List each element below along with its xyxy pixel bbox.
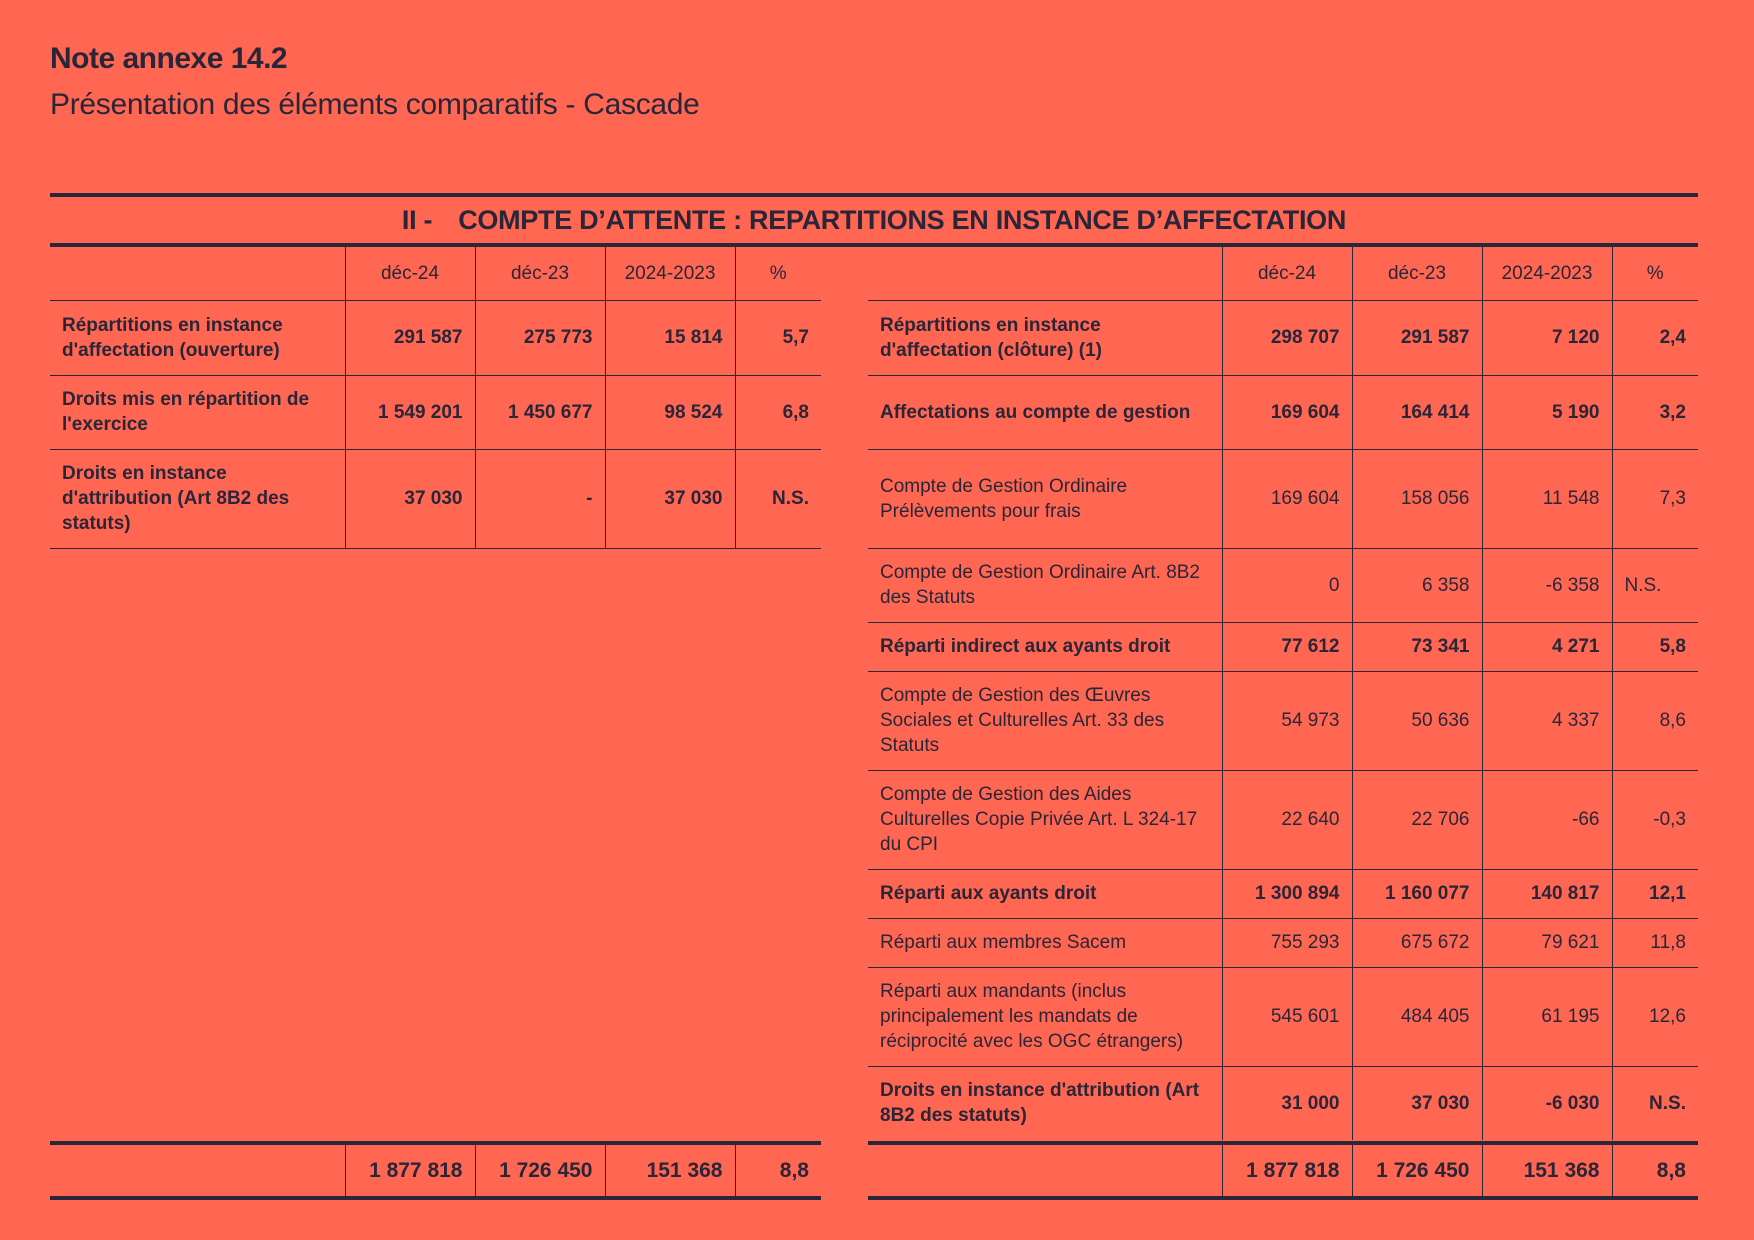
- right-header-row: [868, 247, 1698, 300]
- cell-dec24: 0: [1222, 548, 1352, 622]
- right-table: [868, 247, 1698, 1140]
- right-total-table: [868, 1141, 1698, 1200]
- table-row: [868, 869, 1698, 918]
- cell-dec23: 164 414: [1352, 375, 1482, 449]
- cell-dec23: 275 773: [475, 300, 605, 375]
- row-label: Droits en instance d'attribution (Art 8B2 des statuts): [50, 449, 345, 548]
- cell-pct: 6,8: [735, 375, 821, 449]
- cell-diff: -6 358: [1482, 548, 1612, 622]
- row-label: Répartitions en instance d'affectation (ouverture): [50, 300, 345, 375]
- row-label: Compte de Gestion des Aides Culturelles Copie Privée Art. L 324-17 du CPI: [868, 770, 1222, 869]
- cell-pct: 3,2: [1612, 375, 1698, 449]
- cell-dec23: 73 341: [1352, 622, 1482, 671]
- cell-dec24: 545 601: [1222, 967, 1352, 1066]
- left-col-header: %: [735, 247, 821, 300]
- table-row: [868, 671, 1698, 770]
- cell-diff: 11 548: [1482, 449, 1612, 548]
- cell-pct: 12,1: [1612, 869, 1698, 918]
- table-row: [50, 449, 821, 548]
- cell-dec24: 54 973: [1222, 671, 1352, 770]
- cell-pct: -0,3: [1612, 770, 1698, 869]
- total-dec24: 1 877 818: [1222, 1143, 1352, 1198]
- cell-diff: -6 030: [1482, 1066, 1612, 1140]
- table-row: [868, 300, 1698, 375]
- total-pct: 8,8: [1612, 1143, 1698, 1198]
- section-title: COMPTE D’ATTENTE : REPARTITIONS EN INSTANCE D’AFFECTATION: [458, 204, 1347, 235]
- table-row: [868, 622, 1698, 671]
- table-row: [868, 770, 1698, 869]
- total-dec24: 1 877 818: [345, 1143, 475, 1198]
- note-subtitle: Présentation des éléments comparatifs - Cascade: [50, 88, 700, 121]
- row-label: Réparti indirect aux ayants droit: [868, 622, 1222, 671]
- table-row: [868, 918, 1698, 967]
- left-header-label: [50, 247, 345, 300]
- row-label: Réparti aux ayants droit: [868, 869, 1222, 918]
- row-label: Compte de Gestion Ordinaire Prélèvements pour frais: [868, 449, 1222, 548]
- total-dec23: 1 726 450: [475, 1143, 605, 1198]
- cell-dec24: 755 293: [1222, 918, 1352, 967]
- cell-pct: 12,6: [1612, 967, 1698, 1066]
- row-label: Répartitions en instance d'affectation (clôture) (1): [868, 300, 1222, 375]
- cell-pct: 7,3: [1612, 449, 1698, 548]
- table-row: [50, 375, 821, 449]
- cell-pct: 11,8: [1612, 918, 1698, 967]
- cell-dec23: 37 030: [1352, 1066, 1482, 1140]
- cell-diff: 5 190: [1482, 375, 1612, 449]
- cell-dec24: 22 640: [1222, 770, 1352, 869]
- left-col-header: déc-23: [475, 247, 605, 300]
- cell-diff: 7 120: [1482, 300, 1612, 375]
- left-total-row: [50, 1143, 821, 1198]
- total-dec23: 1 726 450: [1352, 1143, 1482, 1198]
- cell-dec24: 291 587: [345, 300, 475, 375]
- cell-pct: 8,6: [1612, 671, 1698, 770]
- cell-dec24: 1 549 201: [345, 375, 475, 449]
- cell-dec24: 77 612: [1222, 622, 1352, 671]
- cell-dec24: 1 300 894: [1222, 869, 1352, 918]
- right-col-header: déc-23: [1352, 247, 1482, 300]
- left-total-table: [50, 1141, 821, 1200]
- cell-dec23: 1 450 677: [475, 375, 605, 449]
- left-header-row: [50, 247, 821, 300]
- cell-dec23: 22 706: [1352, 770, 1482, 869]
- total-label: [868, 1143, 1222, 1198]
- section-header: [50, 193, 1698, 247]
- table-row: [868, 375, 1698, 449]
- row-label: Réparti aux membres Sacem: [868, 918, 1222, 967]
- cell-pct: 5,8: [1612, 622, 1698, 671]
- cell-dec24: 298 707: [1222, 300, 1352, 375]
- cell-diff: 4 337: [1482, 671, 1612, 770]
- note-title: Note annexe 14.2: [50, 42, 288, 75]
- right-col-header: déc-24: [1222, 247, 1352, 300]
- cell-diff: 61 195: [1482, 967, 1612, 1066]
- total-diff: 151 368: [1482, 1143, 1612, 1198]
- cell-dec23: 6 358: [1352, 548, 1482, 622]
- cell-pct: N.S.: [1612, 1066, 1698, 1140]
- cell-dec23: 484 405: [1352, 967, 1482, 1066]
- cell-pct: 5,7: [735, 300, 821, 375]
- cell-dec24: 169 604: [1222, 375, 1352, 449]
- cell-dec23: 675 672: [1352, 918, 1482, 967]
- left-table: [50, 247, 821, 549]
- cell-diff: 4 271: [1482, 622, 1612, 671]
- cell-pct: N.S.: [735, 449, 821, 548]
- table-row: [868, 967, 1698, 1066]
- cell-dec24: 169 604: [1222, 449, 1352, 548]
- cell-dec23: -: [475, 449, 605, 548]
- total-pct: 8,8: [735, 1143, 821, 1198]
- row-label: Compte de Gestion Ordinaire Art. 8B2 des Statuts: [868, 548, 1222, 622]
- right-header-label: [868, 247, 1222, 300]
- cell-dec23: 1 160 077: [1352, 869, 1482, 918]
- cell-diff: 37 030: [605, 449, 735, 548]
- right-col-header: %: [1612, 247, 1698, 300]
- cell-dec23: 291 587: [1352, 300, 1482, 375]
- cell-dec23: 50 636: [1352, 671, 1482, 770]
- table-row: [868, 1066, 1698, 1140]
- table-row: [868, 449, 1698, 548]
- cell-diff: -66: [1482, 770, 1612, 869]
- cell-dec24: 31 000: [1222, 1066, 1352, 1140]
- left-col-header: 2024-2023: [605, 247, 735, 300]
- table-row: [868, 548, 1698, 622]
- table-row: [50, 300, 821, 375]
- cell-diff: 140 817: [1482, 869, 1612, 918]
- row-label: Droits mis en répartition de l'exercice: [50, 375, 345, 449]
- cell-diff: 98 524: [605, 375, 735, 449]
- row-label: Compte de Gestion des Œuvres Sociales et Culturelles Art. 33 des Statuts: [868, 671, 1222, 770]
- cell-pct: 2,4: [1612, 300, 1698, 375]
- section-number: II -: [401, 204, 433, 235]
- cell-dec24: 37 030: [345, 449, 475, 548]
- total-diff: 151 368: [605, 1143, 735, 1198]
- cell-diff: 79 621: [1482, 918, 1612, 967]
- row-label: Réparti aux mandants (inclus principalement les mandats de réciprocité avec les OGC étrangers): [868, 967, 1222, 1066]
- row-label: Affectations au compte de gestion: [868, 375, 1222, 449]
- total-label: [50, 1143, 345, 1198]
- row-label: Droits en instance d'attribution (Art 8B2 des statuts): [880, 1080, 1200, 1127]
- cell-pct: N.S.: [1612, 548, 1698, 622]
- left-col-header: déc-24: [345, 247, 475, 300]
- cell-dec23: 158 056: [1352, 449, 1482, 548]
- right-total-row: [868, 1143, 1698, 1198]
- cell-diff: 15 814: [605, 300, 735, 375]
- right-col-header: 2024-2023: [1482, 247, 1612, 300]
